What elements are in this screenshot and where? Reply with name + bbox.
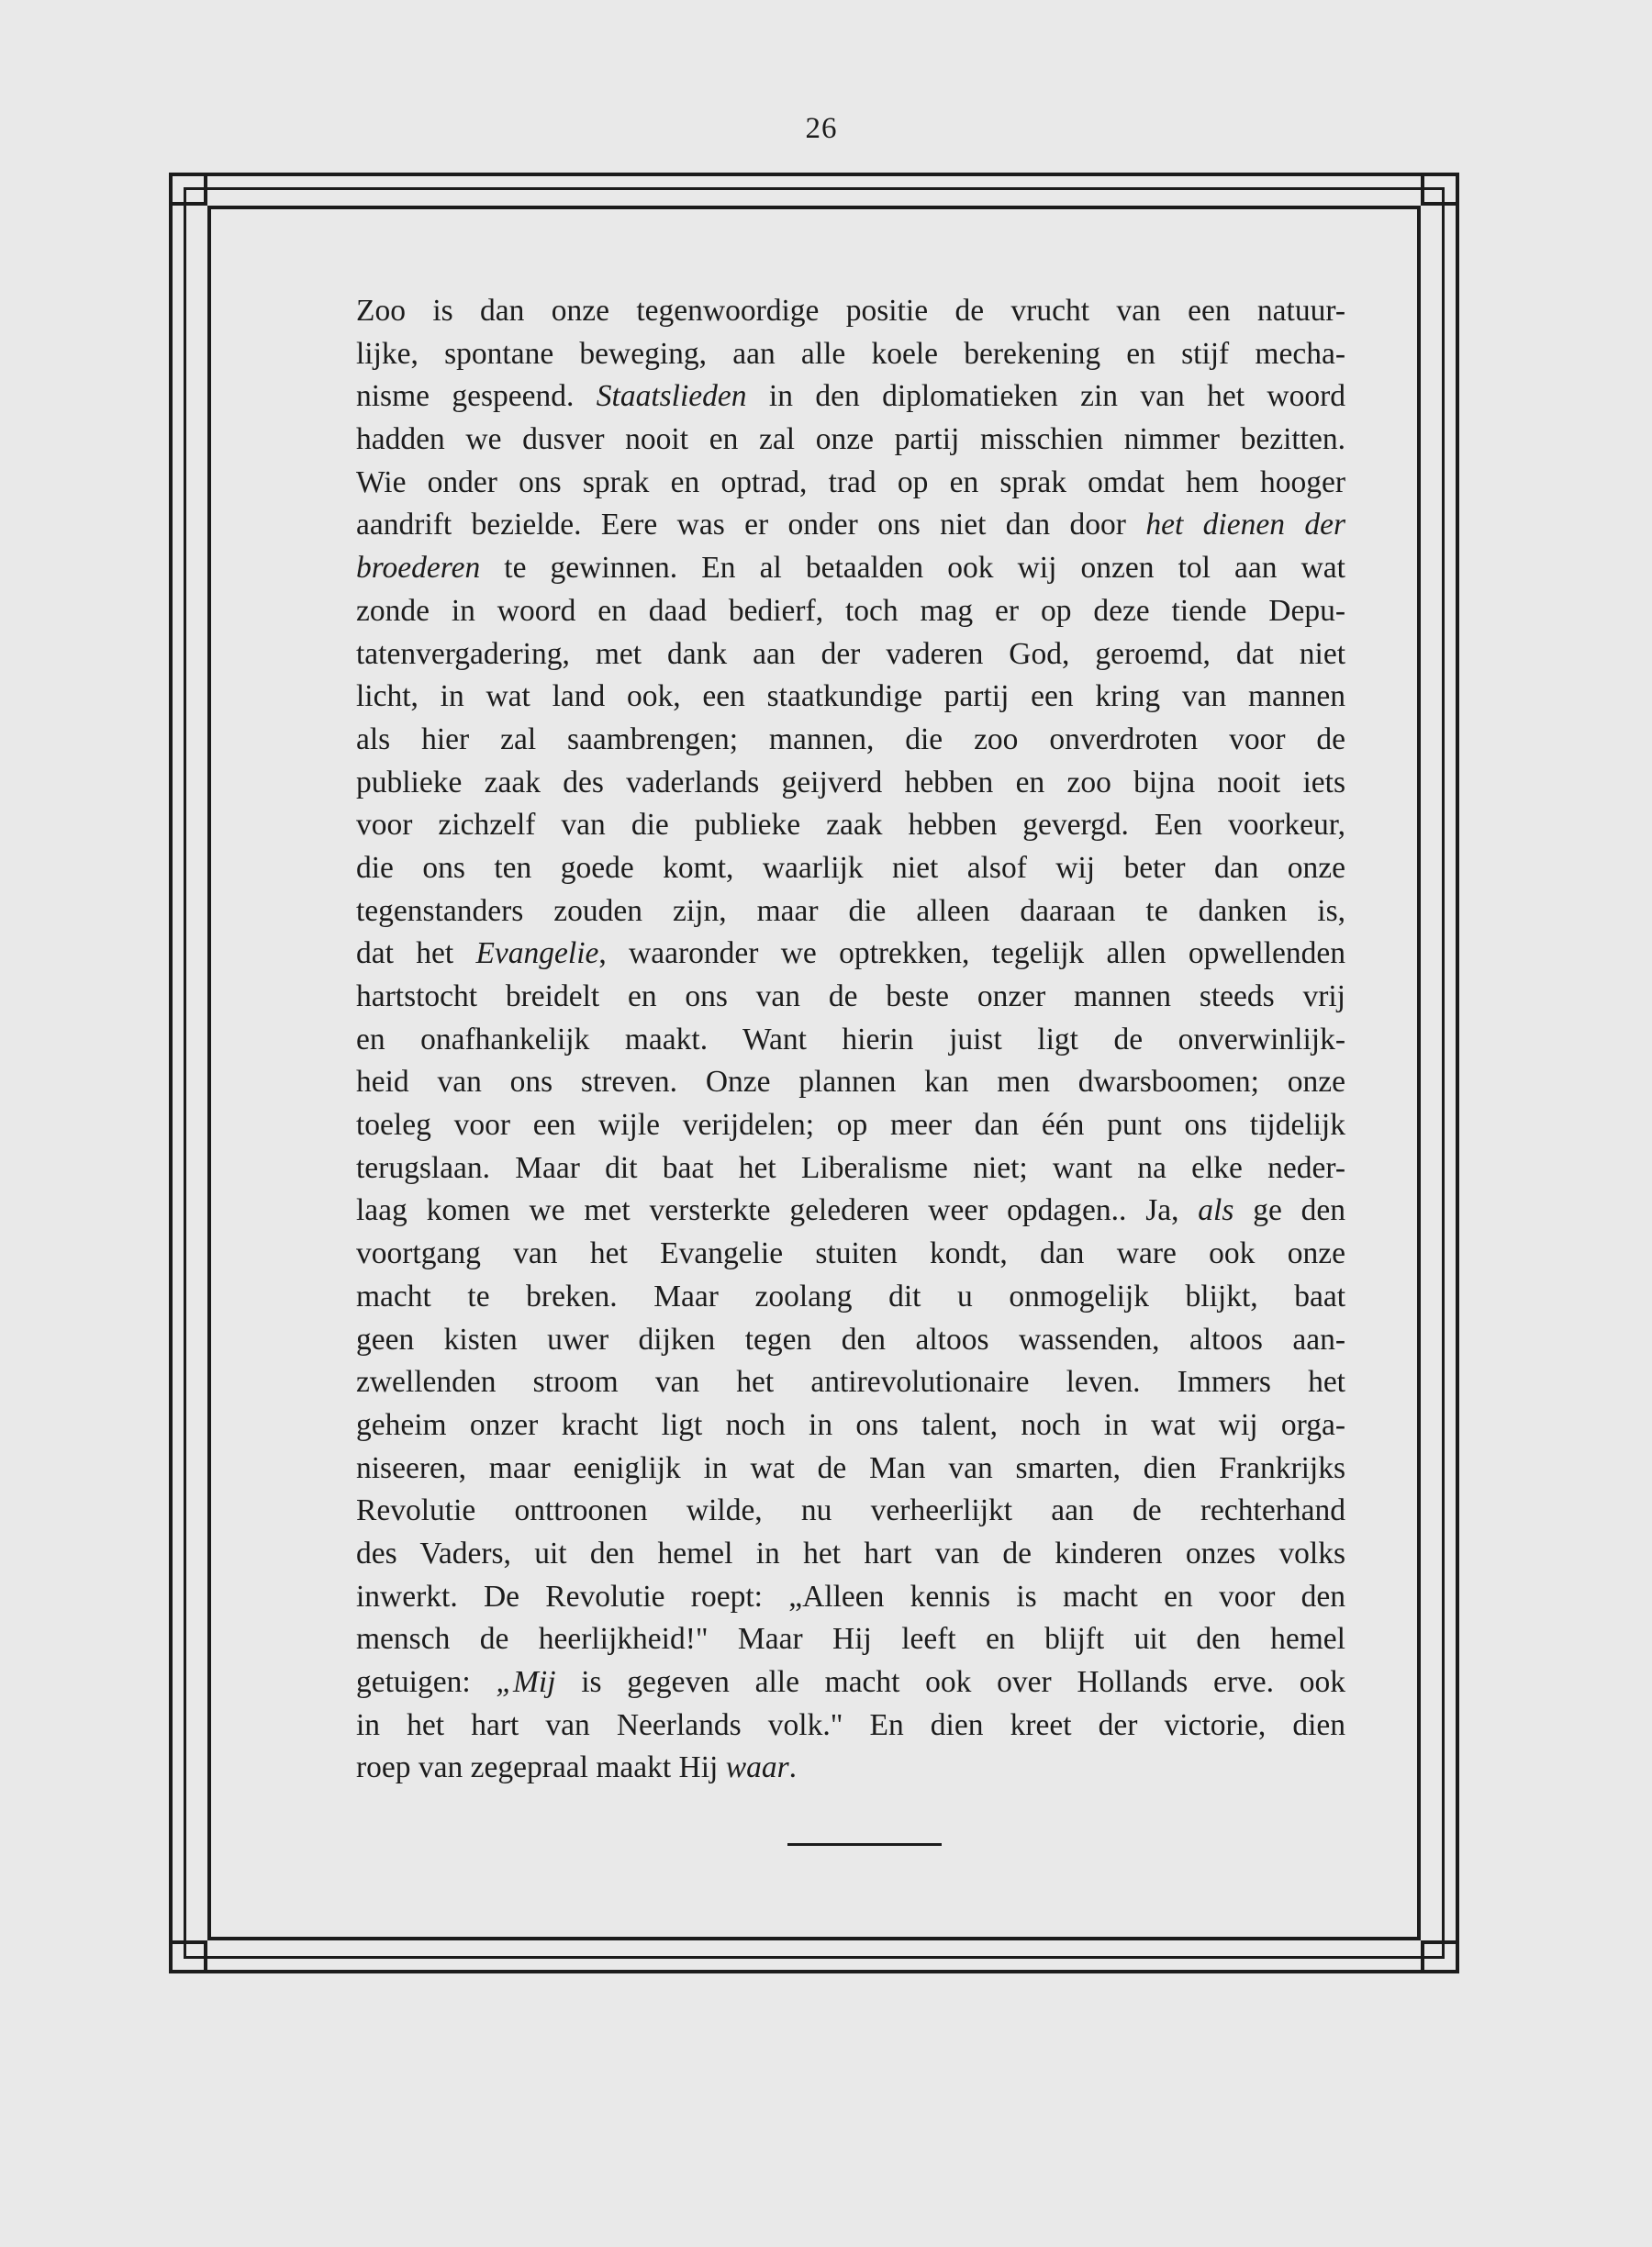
text-run: heid van ons streven. Onze plannen kan men dwarsboomen; onze <box>356 1065 1345 1100</box>
text-run: zwellenden stroom van het antirevolutionaire leven. Immers het <box>356 1365 1345 1400</box>
text-run: getuigen: <box>356 1665 497 1699</box>
text-run: publieke zaak des vaderlands geijverd hebben en zoo bijna nooit iets <box>356 765 1345 799</box>
frame-corner-top-left <box>169 173 207 206</box>
text-line <box>356 1361 1345 1404</box>
text-line <box>356 333 1345 376</box>
text-line <box>356 1404 1345 1448</box>
text-line <box>356 1319 1345 1362</box>
text-run: . <box>788 1750 798 1785</box>
text-line <box>356 1747 1345 1790</box>
page-frame-middle-rule-left <box>184 187 186 1959</box>
page-frame-middle-rule-bottom <box>184 1956 1445 1959</box>
italic-text-run: als <box>1198 1193 1234 1228</box>
text-run: tatenvergadering, met dank aan der vaderen God, geroemd, dat niet <box>356 636 1345 671</box>
text-run: macht te breken. Maar zoolang dit u onmogelijk blijkt, baat <box>356 1279 1345 1314</box>
text-line <box>356 462 1345 505</box>
text-line <box>356 804 1345 847</box>
text-line <box>356 1448 1345 1491</box>
text-run: tegenstanders zouden zijn, maar die alleen daaraan te danken is, <box>356 893 1345 928</box>
text-run: hadden we dusver nooit en zal onze partij misschien nimmer bezitten. <box>356 422 1345 457</box>
frame-corner-top-right <box>1421 173 1459 206</box>
text-run: in den diplomatieken zin van het woord <box>746 379 1345 414</box>
italic-text-run: Evangelie <box>475 936 599 971</box>
text-run: roep van zegepraal maakt Hij <box>356 1750 726 1785</box>
text-run: terugslaan. Maar dit baat het Liberalisme niet; want na elke neder- <box>356 1150 1345 1185</box>
text-line <box>356 1576 1345 1619</box>
text-line <box>356 1061 1345 1104</box>
text-line <box>356 1276 1345 1319</box>
page-frame-middle-rule-top <box>184 187 1445 190</box>
text-run: niseeren, maar eeniglijk in wat de Man van smarten, dien Frankrijks <box>356 1450 1345 1485</box>
body-text-paragraph <box>356 290 1345 1790</box>
text-run: des Vaders, uit den hemel in het hart van de kinderen onzes volks <box>356 1536 1345 1571</box>
text-run: mensch de heerlijkheid!" Maar Hij leeft en blijft uit den hemel <box>356 1622 1345 1657</box>
frame-corner-bottom-right <box>1421 1940 1459 1973</box>
text-line <box>356 590 1345 633</box>
text-run: die ons ten goede komt, waarlijk niet alsof wij beter dan onze <box>356 850 1345 885</box>
text-line <box>356 847 1345 890</box>
text-line <box>356 1019 1345 1062</box>
text-line <box>356 676 1345 719</box>
text-run: voor zichzelf van die publieke zaak hebben gevergd. Een voorkeur, <box>356 808 1345 843</box>
text-line <box>356 419 1345 462</box>
text-line <box>356 762 1345 805</box>
text-line <box>356 976 1345 1019</box>
frame-corner-bottom-left <box>169 1940 207 1973</box>
text-line <box>356 1618 1345 1661</box>
text-line <box>356 375 1345 419</box>
text-run: dat het <box>356 936 476 971</box>
text-line <box>356 1490 1345 1533</box>
text-run: Wie onder ons sprak en optrad, trad op en sprak omdat hem hooger <box>356 464 1345 499</box>
text-line <box>356 1147 1345 1191</box>
text-line <box>356 1661 1345 1705</box>
text-run: en onafhankelijk maakt. Want hierin juist ligt de onverwinlijk- <box>356 1022 1345 1056</box>
text-run: laag komen we met versterkte gelederen weer opdagen.. Ja, <box>356 1193 1199 1228</box>
text-line <box>356 890 1345 933</box>
text-run: hartstocht breidelt en ons van de beste onzer mannen steeds vrij <box>356 979 1345 1013</box>
text-line <box>356 633 1345 676</box>
page-frame-middle-rule-right <box>1442 187 1445 1959</box>
text-run: ge den <box>1233 1193 1345 1228</box>
text-run: zonde in woord en daad bedierf, toch mag er op deze tiende Depu- <box>356 593 1345 628</box>
italic-text-run: waar <box>725 1750 789 1785</box>
text-line <box>356 547 1345 590</box>
closing-rule <box>787 1843 942 1846</box>
text-line <box>356 1233 1345 1276</box>
text-line <box>356 290 1345 333</box>
page-number: 26 <box>805 112 838 145</box>
text-line <box>356 719 1345 762</box>
text-run: inwerkt. De Revolutie roept: „Alleen kennis is macht en voor den <box>356 1579 1345 1614</box>
text-run: geheim onzer kracht ligt noch in ons talent, noch in wat wij orga- <box>356 1407 1345 1442</box>
text-line <box>356 1533 1345 1576</box>
text-run: Revolutie onttroonen wilde, nu verheerlijkt aan de rechterhand <box>356 1493 1345 1528</box>
text-line <box>356 504 1345 547</box>
text-run: nisme gespeend. <box>356 379 597 414</box>
text-run: voortgang van het Evangelie stuiten kondt, dan ware ook onze <box>356 1236 1345 1271</box>
text-run: lijke, spontane beweging, aan alle koele berekening en stijf mecha- <box>356 336 1345 371</box>
text-run: Zoo is dan onze tegenwoordige positie de vrucht van een natuur- <box>356 294 1345 328</box>
text-line <box>356 1190 1345 1233</box>
text-run: in het hart van Neerlands volk." En dien kreet der victorie, dien <box>356 1707 1345 1742</box>
text-run: toeleg voor een wijle verijdelen; op meer dan één punt ons tijdelijk <box>356 1108 1345 1143</box>
text-run: aandrift bezielde. Eere was er onder ons niet dan door <box>356 508 1146 542</box>
italic-text-run: broederen <box>356 551 481 586</box>
text-line <box>356 1705 1345 1748</box>
text-run: , waaronder we optrekken, tegelijk allen opwellenden <box>598 936 1345 971</box>
italic-text-run: Staatslieden <box>596 379 747 414</box>
italic-text-run: „Mij <box>496 1665 556 1699</box>
text-run: te gewinnen. En al betaalden ook wij onzen tol aan wat <box>480 551 1345 586</box>
text-line <box>356 1104 1345 1147</box>
text-run: is gegeven alle macht ook over Hollands erve. ook <box>555 1665 1345 1699</box>
text-line <box>356 933 1345 976</box>
text-run: licht, in wat land ook, een staatkundige partij een kring van mannen <box>356 679 1345 714</box>
text-run: als hier zal saambrengen; mannen, die zoo onverdroten voor de <box>356 721 1345 756</box>
italic-text-run: het dienen der <box>1145 508 1345 542</box>
text-run: geen kisten uwer dijken tegen den altoos wassenden, altoos aan- <box>356 1322 1345 1357</box>
